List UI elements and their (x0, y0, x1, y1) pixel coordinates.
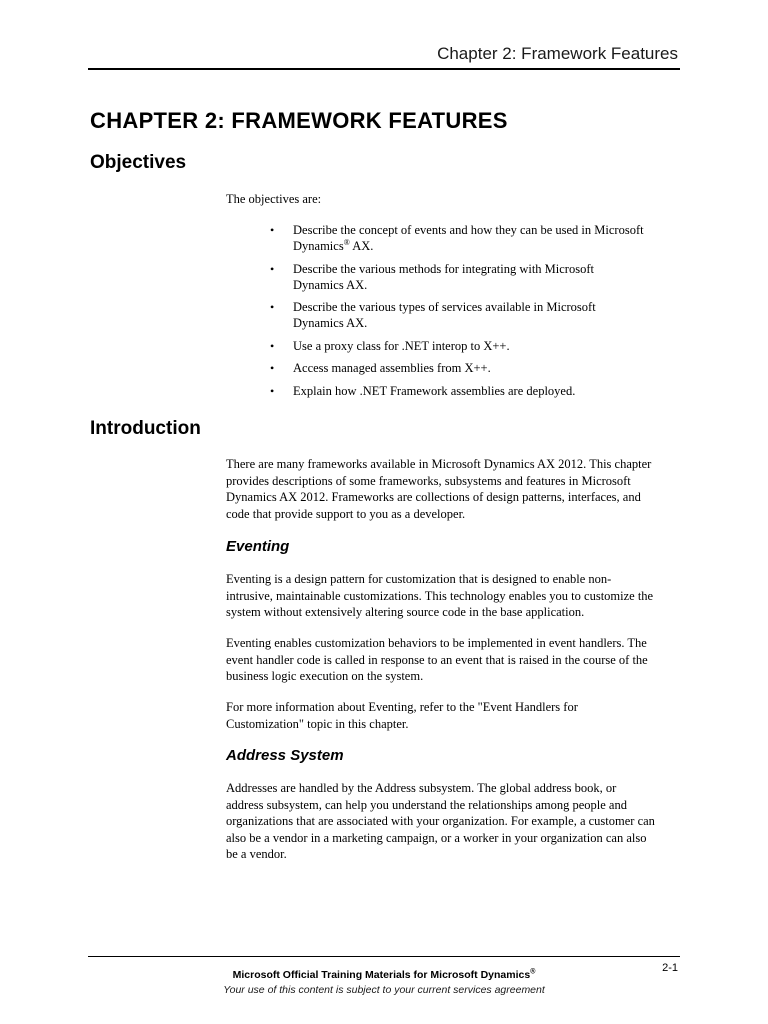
footer-note: Your use of this content is subject to your current services agreement (223, 984, 545, 996)
list-item-text: Describe the concept of events and how they can be used in Microsoft Dynamics (293, 223, 644, 253)
list-item-text: Describe the various methods for integrating with Microsoft Dynamics AX. (293, 261, 594, 292)
list-item-text-end: AX. (349, 239, 374, 253)
introduction-paragraph: There are many frameworks available in Microsoft Dynamics AX 2012. This chapter provides descriptions of some frameworks, subsystems and features in Microsoft Dynamics AX 2012. Frameworks are collections of design patterns, interfaces, and code that provide support to you as a developer. (226, 457, 652, 521)
list-item (226, 299, 646, 331)
bullet-icon: • (270, 338, 275, 353)
list-item-text: Describe the various types of services available in Microsoft Dynamics AX. (293, 300, 596, 330)
bullet-icon: • (270, 261, 275, 276)
objectives-heading: Objectives (90, 152, 187, 173)
eventing-paragraph-1: Eventing is a design pattern for customization that is designed to enable non-intrusive, maintainable customizations. This technology enables you to customize the system without extensively altering source code in the base application. (226, 572, 654, 619)
list-item-text: Use a proxy class for .NET interop to X++. (293, 338, 510, 353)
list-item-text: Access managed assemblies from X++. (293, 361, 491, 375)
footer-registered-mark: ® (530, 968, 536, 976)
address-system-paragraph: Addresses are handled by the Address subsystem. The global address book, or address subsystem, can help you understand the relationships among people and organizations that are associated with your organization. For example, a customer can also be a vendor in a marketing campaign, or a worker in your organization can also be a vendor. (226, 781, 655, 861)
footer-title-text: Microsoft Official Training Materials for Microsoft Dynamics (232, 969, 531, 981)
footer-title (0, 969, 768, 981)
bullet-icon: • (270, 361, 275, 375)
list-item (226, 338, 646, 354)
bullet-icon: • (270, 383, 275, 398)
list-item (226, 222, 646, 254)
objectives-list (226, 222, 646, 405)
address-system-heading: Address System (226, 747, 344, 764)
footer-divider (88, 956, 680, 957)
bullet-icon: • (270, 223, 275, 237)
list-item (226, 261, 646, 293)
chapter-title: CHAPTER 2: FRAMEWORK FEATURES (90, 108, 508, 133)
objectives-intro: The objectives are: (226, 192, 322, 206)
header-divider (88, 68, 680, 70)
eventing-heading: Eventing (226, 538, 290, 555)
list-item-text: Explain how .NET Framework assemblies are deployed. (293, 383, 576, 398)
list-item (226, 383, 646, 399)
eventing-paragraph-2: Eventing enables customization behaviors to be implemented in event handlers. The event handler code is called in response to an event that is raised in the course of the business logic execution on the system. (226, 636, 648, 683)
eventing-paragraph-3: For more information about Eventing, refer to the "Event Handlers for Customization" topic in this chapter. (226, 700, 578, 731)
registered-mark: ® (343, 237, 350, 247)
list-item (226, 360, 646, 376)
page-number: 2-1 (662, 962, 678, 974)
bullet-icon: • (270, 300, 275, 314)
running-header: Chapter 2: Framework Features (437, 44, 678, 63)
introduction-heading: Introduction (90, 418, 201, 439)
